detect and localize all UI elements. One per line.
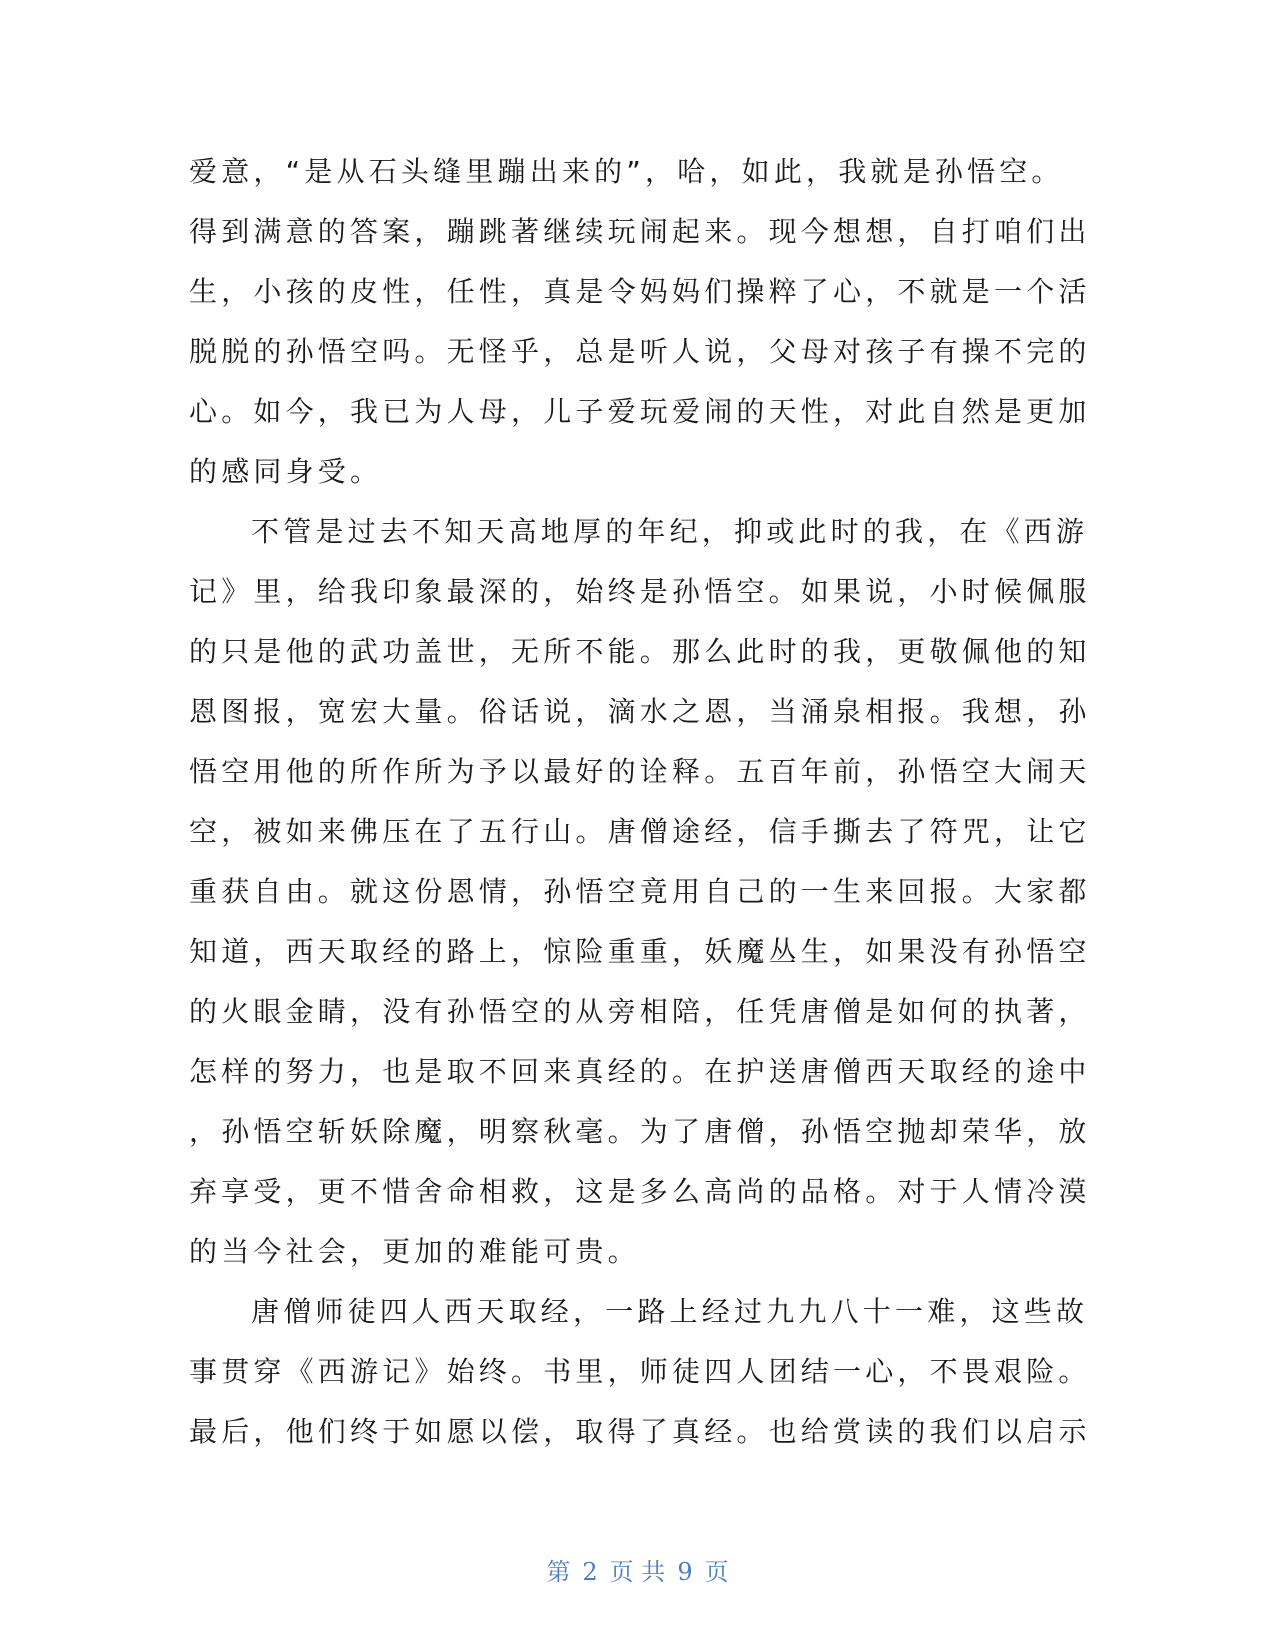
text-line: 重获自由。就这份恩情，孙悟空竟用自己的一生来回报。大家都 bbox=[189, 875, 1091, 908]
text-line: 记》里，给我印象最深的，始终是孙悟空。如果说，小时候佩服 bbox=[189, 575, 1091, 608]
text-line: ，孙悟空斩妖除魔，明察秋毫。为了唐僧，孙悟空抛却荣华，放 bbox=[189, 1115, 1091, 1148]
text-line: 悟空用他的所作所为予以最好的诠释。五百年前，孙悟空大闹天 bbox=[189, 755, 1091, 788]
text-line: 得到满意的答案，蹦跳著继续玩闹起来。现今想想，自打咱们出 bbox=[189, 215, 1091, 248]
text-line: 的火眼金睛，没有孙悟空的从旁相陪，任凭唐僧是如何的执著， bbox=[189, 995, 1091, 1028]
text-line: 恩图报，宽宏大量。俗话说，滴水之恩，当涌泉相报。我想，孙 bbox=[189, 695, 1091, 728]
paragraph-start-line: 不管是过去不知天高地厚的年纪，抑或此时的我，在《西游 bbox=[251, 515, 1089, 548]
text-line: 弃享受，更不惜舍命相救，这是多么高尚的品格。对于人情冷漠 bbox=[189, 1175, 1091, 1208]
text-line: 事贯穿《西游记》始终。书里，师徒四人团结一心，不畏艰险。 bbox=[189, 1355, 1091, 1388]
footer-total-label: 页 共 bbox=[609, 1558, 666, 1586]
text-line: 最后，他们终于如愿以偿，取得了真经。也给赏读的我们以启示 bbox=[189, 1415, 1091, 1448]
text-line: 心。如今，我已为人母，儿子爱玩爱闹的天性，对此自然是更加 bbox=[189, 395, 1091, 428]
text-line: 的只是他的武功盖世，无所不能。那么此时的我，更敬佩他的知 bbox=[189, 635, 1091, 668]
text-line: 爱意，“是从石头缝里蹦出来的”，哈，如此，我就是孙悟空。 bbox=[189, 155, 1064, 188]
text-line: 的感同身受。 bbox=[189, 455, 383, 488]
paragraph-start-line: 唐僧师徒四人西天取经，一路上经过九九八十一难，这些故 bbox=[251, 1295, 1089, 1328]
footer-end-label: 页 bbox=[704, 1558, 729, 1586]
page-number-footer bbox=[0, 1552, 1275, 1587]
footer-page-label: 第 bbox=[546, 1558, 571, 1586]
text-line: 生，小孩的皮性，任性，真是令妈妈们操粹了心，不就是一个活 bbox=[189, 275, 1091, 308]
current-page-number: 2 bbox=[582, 1558, 598, 1586]
text-line: 知道，西天取经的路上，惊险重重，妖魔丛生，如果没有孙悟空 bbox=[189, 935, 1091, 968]
total-pages-number: 9 bbox=[677, 1558, 693, 1586]
text-line: 的当今社会，更加的难能可贵。 bbox=[189, 1235, 640, 1268]
document-body bbox=[189, 142, 1091, 1462]
text-line: 怎样的努力，也是取不回来真经的。在护送唐僧西天取经的途中 bbox=[189, 1055, 1091, 1088]
text-line: 空，被如来佛压在了五行山。唐僧途经，信手撕去了符咒，让它 bbox=[189, 815, 1091, 848]
text-line: 脱脱的孙悟空吗。无怪乎，总是听人说，父母对孩子有操不完的 bbox=[189, 335, 1091, 368]
